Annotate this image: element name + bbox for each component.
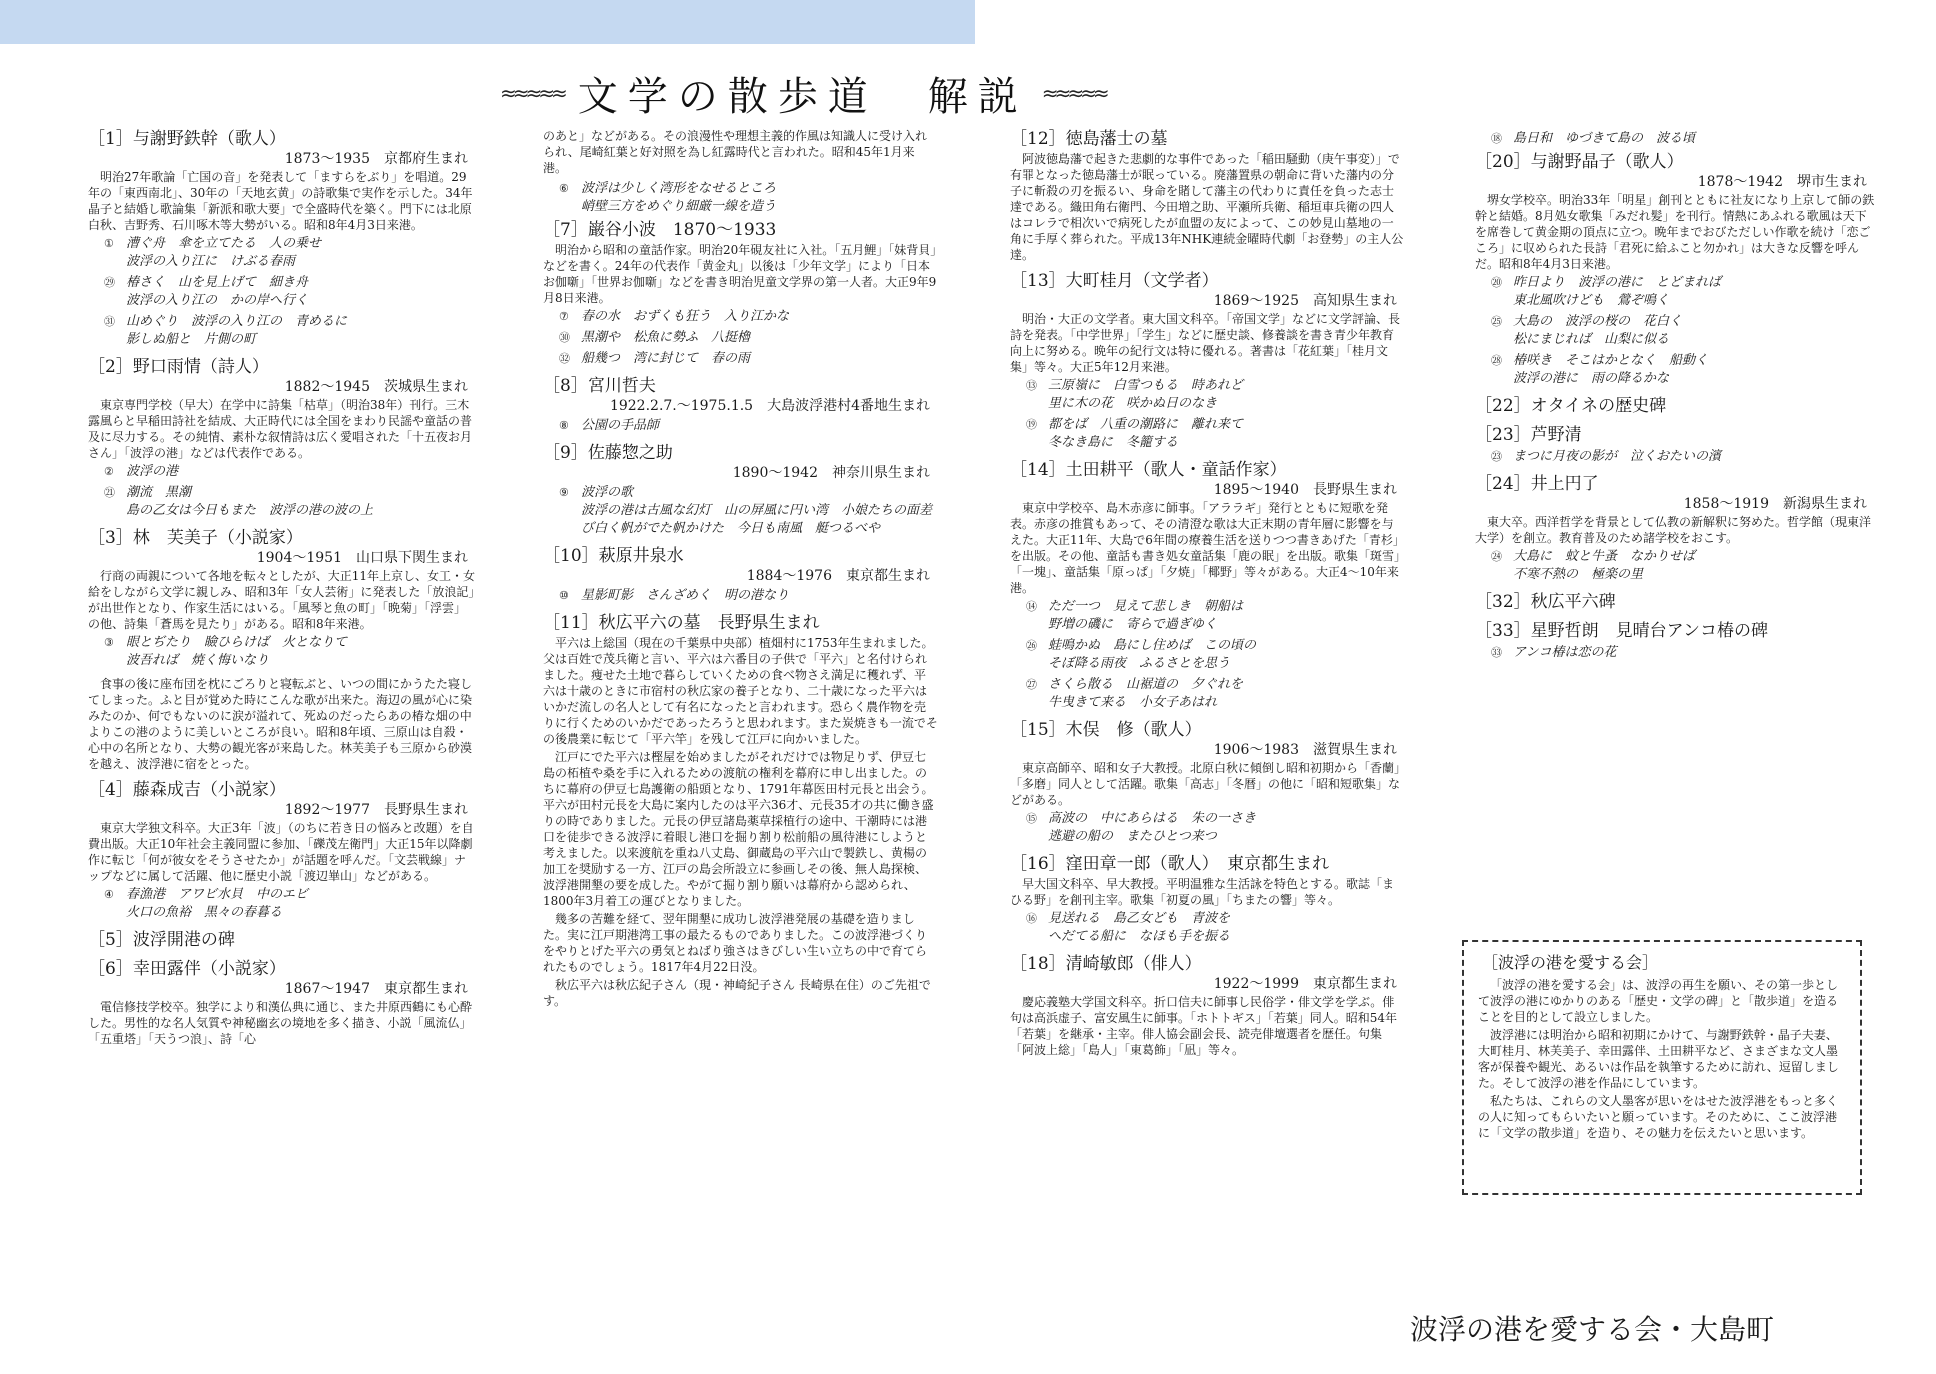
entry-description: 電信修技学校卒。独学により和漢仏典に通じ、また井原西鶴にも心酔した。男性的な名人気質や神秘幽玄の境地を多く描き、小説「風流仏」「五重塔」「天うつ浪」、詩「心	[88, 1000, 473, 1046]
entry-description: 行商の両親について各地を転々としたが、大正11年上京し、女工・女給をしながら文学に親しみ、昭和3年「女人芸術」に発表した「放浪記」が出世作となり、作家生活にはいる。「風琴と魚の町」「晩菊」「浮雲」の他、詩集「蒼馬を見たり」がある。昭和8年来港。	[88, 569, 476, 631]
poem	[559, 308, 938, 326]
entry-heading: ［3］林 芙美子（小説家）	[88, 528, 303, 548]
poem-line: 影しぬ船と 片側の町	[126, 332, 257, 347]
entry-12	[1010, 128, 1405, 263]
entry-13	[1010, 270, 1405, 452]
poem-number: ⑦	[559, 310, 569, 323]
entry-6	[88, 958, 476, 1047]
entry-description: 東京専門学校（早大）在学中に詩集「枯草」（明治38年）刊行。三木露風らと早稲田詩社を結成、大正時代には全国をまわり民謡や童話の普及に尽力する。その純情、素朴な叙情詩は広く愛唱された「十五夜お月さん」「波浮の港」などは代表作である。	[88, 398, 473, 460]
poem-line: 春の水 おずくも狂う 入り江かな	[581, 309, 790, 324]
poem	[1491, 352, 1875, 388]
entry-heading: ［33］星野哲朗 見晴台アンコ椿の碑	[1475, 621, 1768, 641]
entry-16	[1010, 853, 1405, 946]
poem	[104, 274, 476, 310]
entry-heading: ［24］井上円了	[1475, 474, 1599, 494]
entry-dates: 1895〜1940 長野県生まれ	[1213, 482, 1397, 498]
entry-heading: ［5］波浮開港の碑	[88, 930, 235, 950]
entry-20	[1475, 151, 1875, 388]
poem-line: 高波の 中にあらはる 朱の一さき	[1048, 811, 1257, 826]
entry-dates: 1890〜1942 神奈川県生まれ	[732, 465, 930, 481]
top-color-band	[0, 0, 975, 44]
entry-18	[1010, 953, 1405, 1058]
entry-heading: ［12］徳島藩士の墓	[1010, 129, 1168, 149]
entry-heading: ［1］与謝野鉄幹（歌人）	[88, 129, 286, 149]
entry-heading: ［11］秋広平六の墓 長野県生まれ	[543, 613, 820, 633]
poem-line: 波浮の歌	[581, 485, 634, 500]
poem-line: 波吾れば 焼く悔いなり	[126, 653, 270, 668]
entry-dates: 1892〜1977 長野県生まれ	[284, 802, 468, 818]
entry-heading: ［2］野口雨情（詩人）	[88, 357, 269, 377]
entry-dates: 1922.2.7.〜1975.1.5 大島波浮港村4番地生まれ	[609, 398, 930, 414]
poem	[1026, 637, 1405, 673]
entry-description: 明治27年歌論「亡国の音」を発表して「ますらをぶり」を唱道。29年の「東西南北」、30年の「天地玄黄」の詩歌集で実作を示した。34年晶子と結婚し歌論集「新派和歌大要」で全盛時代を築く。門下には北原白秋、吉野秀、石川啄木等大勢がいる。昭和8年4月3日来港。	[88, 170, 473, 232]
entry-3	[88, 527, 476, 772]
poem-line: 春漁港 アワビ水貝 中のエビ	[126, 887, 309, 902]
poem-line: 波浮の入り江に けぶる春雨	[126, 254, 296, 269]
poem	[559, 417, 938, 435]
entry-heading: ［20］与謝野晶子（歌人）	[1475, 152, 1684, 172]
poem-number: ⑨	[559, 486, 569, 499]
entry-heading: ［15］木俣 修（歌人）	[1010, 720, 1202, 740]
poem-line: 波浮は少しく湾形をなせるところ	[581, 181, 777, 196]
entry-description: 東京大学独文科卒。大正3年「波」（のちに若き日の悩みと改題）を自費出版。大正10年社会主義同盟に参加、「礫茂左衛門」大正15年以降劇作に転じ「何が彼女をそうさせたか」が話題を呼んだ。「文芸戦線」ナップなどに属して活躍、他に歴史小説「渡辺崋山」などがある。	[88, 821, 474, 883]
poem-line: 船幾つ 湾に封じて 春の雨	[581, 351, 751, 366]
entry-9	[543, 442, 938, 538]
entry-heading: ［22］オタイネの歴史碑	[1475, 396, 1667, 416]
entry-15	[1010, 719, 1405, 846]
poem-number: ㉚	[559, 331, 570, 344]
poem	[559, 180, 938, 216]
entry-32	[1475, 591, 1875, 613]
poem	[1026, 377, 1405, 413]
poem-line: さくら散る 山裾道の 夕ぐれを	[1048, 677, 1244, 692]
entry-description: 東京中学校卒、島木赤彦に師事。「アララギ」発行とともに短歌を発表。赤彦の推賞もあって、その清澄な歌は大正末期の青年層に影響を与えた。大正11年、大島で6年間の療養生活を送りつつ書きあげた「青杉」を出版。その他、童話も書き処女童話集「鹿の眠」を出版。歌集「斑雪」「一塊」、童話集「原っぱ」「夕焼」「椰野」等々がある。大正4〜10年来港。	[1010, 501, 1405, 595]
page-title	[500, 68, 1300, 118]
wave-ornament-right: ≈≈≈≈≈	[1041, 81, 1106, 105]
poem-line: 不寒不熱の 極楽の里	[1513, 567, 1644, 582]
entry-14	[1010, 459, 1405, 712]
poem-line: 山めぐり 波浮の入り江の 青めるに	[126, 314, 348, 329]
poem-number: ③	[104, 636, 114, 649]
poem-line: 逃避の船の またひとつ来つ	[1048, 829, 1217, 844]
entry-dates: 1867〜1947 東京都生まれ	[284, 981, 468, 997]
poem	[1491, 548, 1875, 584]
poem	[1491, 130, 1875, 148]
poem	[1026, 810, 1405, 846]
poem-line: 椿さく 山を見上げて 細き舟	[126, 275, 309, 290]
entry-heading: ［18］清崎敏郎（俳人）	[1010, 954, 1202, 974]
poem-line: そぼ降る雨夜 ふるさとを思う	[1048, 656, 1231, 671]
poem-line: 漕ぐ舟 傘を立てたる 人の乗せ	[126, 236, 322, 251]
poem	[104, 235, 476, 271]
entry-dates: 1884〜1976 東京都生まれ	[746, 568, 930, 584]
poem-number: ㉑	[104, 486, 115, 499]
entry-dates: 1873〜1935 京都府生まれ	[284, 151, 468, 167]
entry-24	[1475, 473, 1875, 584]
publisher-credit: 波浮の港を愛する会・大島町	[1410, 1313, 1775, 1346]
poem-line: へだてる船に なほも手を振る	[1048, 929, 1231, 944]
poem-number: ㉓	[1491, 450, 1502, 463]
poem-number: ㉘	[1491, 354, 1502, 367]
entry-dates: 1904〜1951 山口県下関生まれ	[256, 550, 468, 566]
poem-line: 冬なき島に 冬籠する	[1048, 435, 1179, 450]
entry-8	[543, 375, 938, 435]
entry-10	[543, 545, 938, 605]
entry-5	[88, 929, 476, 951]
poem	[104, 634, 476, 670]
poem-number: ②	[104, 465, 114, 478]
poem-line: 波浮の港に 雨の降るかな	[1513, 371, 1670, 386]
entry-heading: ［14］土田耕平（歌人・童話作家）	[1010, 460, 1287, 480]
poem-number: ㉜	[559, 352, 570, 365]
poem-number: ⑳	[1491, 276, 1502, 289]
entry-heading: ［32］秋広平六碑	[1475, 592, 1616, 612]
entry-description: 明治・大正の文学者。東大国文科卒。「帝国文学」などに文学評論、長詩を発表。「中学世界」「学生」などに歴史談、修養談を書き青少年教育向上に努める。晩年の紀行文は特に優れる。著書は「花紅葉」「桂月文集」等々。大正5年12月来港。	[1010, 312, 1401, 374]
title-text: 文学の散歩道 解説	[577, 73, 1028, 120]
entry-commentary: 食事の後に座布団を枕にごろりと寝転ぶと、いつの間にかうたた寝してしまった。ふと目が覚めた時にこんな歌が出来た。海辺の風が心に染みたのか、何でもないのに涙が溢れて、死ぬのだったらあの椿な畑の中よりこの港のように美しいところが良い。昭和8年頃、三原山は自殺・心中の名所となり、大勢の観光客が来島した。林芙美子も三原から砂漠を越え、波浮港に宿をとった。	[88, 677, 473, 771]
poem-line: 野増の磯に 寄らで過ぎゆく	[1048, 617, 1217, 632]
poem-number: ⑱	[1491, 132, 1502, 145]
box-paragraph: 「波浮の港を愛する会」は、波浮の再生を願い、その第一歩として波浮の港にゆかりのある「歴史・文学の碑」と「散歩道」を造ることを目的として設立しました。	[1478, 978, 1839, 1024]
poem-line: 里に木の花 咲かぬ日のなき	[1048, 396, 1218, 411]
poem	[559, 329, 938, 347]
entry-2	[88, 356, 476, 520]
entry-heading: ［8］宮川哲夫	[543, 376, 656, 396]
poem	[559, 587, 938, 605]
poem-line: 波浮の港	[126, 464, 179, 479]
entry-heading: ［16］窪田章一郎（歌人） 東京都生まれ	[1010, 854, 1330, 874]
entry-23	[1475, 424, 1875, 466]
entry-11	[543, 612, 938, 1009]
entry-heading: ［6］幸田露伴（小説家）	[88, 959, 286, 979]
poem-number: ⑮	[1026, 812, 1037, 825]
entry-7	[543, 219, 938, 368]
entry-22	[1475, 395, 1875, 417]
poem-number: ㉖	[1026, 639, 1037, 652]
poem	[1026, 598, 1405, 634]
poem-line: 星影町影 さんざめく 明の港なり	[581, 588, 790, 603]
poem-line: アンコ椿は恋の花	[1513, 645, 1617, 660]
poem-line: 公園の手品師	[581, 418, 660, 433]
column-3	[1010, 128, 1405, 1065]
entry-heading: ［23］芦野清	[1475, 425, 1582, 445]
entry-33	[1475, 620, 1875, 662]
poem	[559, 350, 938, 368]
poem-line: 波浮の入り江の かの岸へ行く	[126, 293, 309, 308]
entry-description: 東大卒。西洋哲学を背景として仏教の新解釈に努めた。哲学館（現東洋大学）を創立。教育普及のため諸学校をおこす。	[1475, 515, 1872, 545]
entry-description: 東京高師卒、昭和女子大教授。北原白秋に傾倒し昭和初期から「香蘭」「多磨」同人として活躍。歌集「高志」「冬暦」の他に「昭和短歌集」などがある。	[1010, 761, 1401, 807]
poem-number: ㉗	[1026, 678, 1037, 691]
poem-line: 大島に 蚊と牛蚤 なかりせば	[1513, 549, 1696, 564]
poem	[1026, 416, 1405, 452]
poem-line: 潮流 黒潮	[126, 485, 192, 500]
poem-number: ⑭	[1026, 600, 1037, 613]
poem-line: 峭壁三方をめぐり細厳一線を造う	[581, 199, 777, 214]
entry-dates: 1869〜1925 高知県生まれ	[1213, 293, 1397, 309]
poem-number: ㉕	[1491, 315, 1502, 328]
poem-number: ⑯	[1026, 912, 1037, 925]
entry-heading: ［9］佐藤惣之助	[543, 443, 673, 463]
poem-line: 牛曳きて来る 小女子あはれ	[1048, 695, 1218, 710]
poem-line: 火口の魚裕 黒々の春暮る	[126, 905, 283, 920]
entry-heading: ［7］巌谷小波 1870〜1933	[543, 220, 777, 240]
poem	[104, 886, 476, 922]
entry-dates: 1858〜1919 新潟県生まれ	[1683, 496, 1867, 512]
poem-line: 蛙鳴かぬ 島にし住めば この頃の	[1048, 638, 1257, 653]
entry-dates: 1878〜1942 堺市生まれ	[1697, 174, 1867, 190]
entry-1	[88, 128, 476, 349]
poem	[1491, 313, 1875, 349]
entry-heading: ［4］藤森成吉（小説家）	[88, 780, 286, 800]
entry-description: 幾多の苦難を経て、翌年開墾に成功し波浮港発展の基礎を造りました。実に江戸期港湾工事の最たるものでありました。この波浮港づくりをやりとげた平六の勇気とねばり強さはきびしい生い立ちの中で育てられたものでしょう。1817年4月22日没。	[543, 912, 928, 974]
poem	[1491, 644, 1875, 662]
poem-line: 椿咲き そこはかとなく 船動く	[1513, 353, 1709, 368]
poem-number: ㉔	[1491, 550, 1502, 563]
poem-line: 東北風吹けども 鶯ぞ鳴く	[1513, 293, 1670, 308]
poem	[1491, 274, 1875, 310]
column-1	[88, 128, 476, 1054]
column-2	[543, 128, 938, 1016]
box-paragraph: 波浮港には明治から昭和初期にかけて、与謝野鉄幹・晶子夫妻、大町桂月、林芙美子、幸田露伴、土田耕平など、さまざまな文人墨客が保養や観光、あるいは作品を執筆するために訪れ、逗留しました。そして波浮の港を作品にしています。	[1478, 1028, 1839, 1090]
poem	[559, 484, 938, 538]
poem-number: ①	[104, 237, 114, 250]
poem-number: ⑬	[1026, 379, 1037, 392]
poem-line: 松にまじれば 山梨に似る	[1513, 332, 1670, 347]
wave-ornament-left: ≈≈≈≈≈	[500, 81, 564, 105]
poem-line: 島日和 ゆづきて島の 波る頃	[1513, 131, 1696, 146]
entry-heading: ［10］萩原井泉水	[543, 546, 684, 566]
poem-line: 島の乙女は今日もまた 波浮の港の波の上	[126, 503, 374, 518]
poem-number: ⑥	[559, 182, 569, 195]
poem-line: 大島の 波浮の桜の 花白く	[1513, 314, 1683, 329]
poem-number: ⑩	[559, 589, 569, 602]
entry-description: 秋広平六は秋広紀子さん（現・神崎紀子さん 長崎県在住）のご先祖です。	[543, 978, 931, 1008]
entry-4	[88, 779, 476, 922]
entry-6-continued: のあと」などがある。その浪漫性や理想主義的作風は知識人に受け入れられ、尾崎紅葉と好対照を為し紅露時代と言われた。昭和45年1月来港。	[543, 129, 928, 175]
entry-description: 阿波徳島藩で起きた悲劇的な事件であった「稲田騒動（庚午事変）」で有罪となった徳島藩士が眠っている。廃藩置県の朝命に背いた藩内の分子に斬殺の刃を振るい、身命を賭して藩主の代わりに責任を負った志士達である。織田角右衛門、今田増之助、平瀬所兵衛、稲垣車兵衛の四人はコレラで相次いで病死したが血盟の友によって、この妙見山墓地の一角に手厚く葬られた。平成13年NHK連続金曜時代劇「お登勢」の主人公達。	[1010, 152, 1404, 262]
entry-description: 明治から昭和の童話作家。明治20年硯友社に入社。「五月鯉」「妹背貝」などを書く。24年の代表作「黄金丸」以後は「少年文学」により「日本お伽噺」「世界お伽噺」などを書き明治児童文学界の第一人者。大正9年9月8日来港。	[543, 243, 937, 305]
poem-line: 黒潮や 松魚に勢ふ 八挺櫓	[581, 330, 751, 345]
entry-dates: 1882〜1945 茨城県生まれ	[284, 379, 468, 395]
poem-line: 昨日より 波浮の港に とどまれば	[1513, 275, 1722, 290]
poem	[1026, 910, 1405, 946]
poem-line: 眼とぢたり 瞼ひらけば 火となりて	[126, 635, 348, 650]
box-paragraph: 私たちは、これらの文人墨客が思いをはせた波浮港をもっと多くの人に知ってもらいたいと願っています。そのために、ここ波浮港に「文学の散歩道」を造り、その魅力を伝えたいと思います。	[1478, 1094, 1839, 1140]
poem-number: ⑧	[559, 419, 569, 432]
poem	[104, 484, 476, 520]
entry-description: 慶応義塾大学国文科卒。折口信夫に師事し民俗学・俳文学を学ぶ。俳句は高浜虚子、富安風生に師事。「ホトトギス」「若葉」同人。昭和54年「若葉」を継承・主宰。俳人協会副会長、読売俳壇選者を歴任。句集「阿波上総」「島人」「東葛飾」「凪」等々。	[1010, 995, 1398, 1057]
column-4	[1475, 128, 1875, 928]
poem-line: ただ一つ 見えて悲しき 朝船は	[1048, 599, 1244, 614]
box-title: ［波浮の港を愛する会］	[1482, 953, 1659, 972]
poem-line: 都をば 八重の潮路に 離れ来て	[1048, 417, 1244, 432]
entry-heading: ［13］大町桂月（文学者）	[1010, 271, 1219, 291]
poem-line: 波浮の港は古風な幻灯 山の屏風に円い湾 小娘たちの面差び白く帆がでた帆かけた 今日も南風 艇つるべや	[581, 503, 933, 536]
poem-line: 見送れる 島乙女ども 青波を	[1048, 911, 1231, 926]
entry-dates: 1906〜1983 滋賀県生まれ	[1213, 742, 1397, 758]
entry-description: 早大国文科卒、早大教授。平明温雅な生活詠を特色とする。歌誌「まひる野」を創刊主宰。歌集「初夏の風」「ちまたの響」等々。	[1010, 877, 1395, 907]
poem-number: ㉝	[1491, 646, 1502, 659]
poem-number: ⑲	[1026, 418, 1037, 431]
poem-line: まつに月夜の影が 泣くおたいの濱	[1513, 449, 1722, 464]
poem	[1491, 448, 1875, 466]
entry-description: 平六は上総国（現在の千葉県中央部）植畑村に1753年生まれました。父は百姓で茂兵衛と言い、平六は六番目の子供で「平六」と名付けられました。痩せた土地で暮らしていくための食べ物さえ満足に穫れず、平六は十歳のときに市宿村の秋広家の養子となり、二十歳になった平六はいかだ流しの名人として有名になったと言われます。恐らく農作物を売りに行くためのいかだであったろうと思われます。また炭焼きも一流でその後農業に転じて「平六竿」を残して江戸に向かいました。	[543, 636, 938, 746]
entry-dates: 1922〜1999 東京都生まれ	[1213, 976, 1397, 992]
poem	[104, 313, 476, 349]
entry-description: 江戸にでた平六は樫屋を始めましたがそれだけでは物足りず、伊豆七島の柘植や桑を手に入れるための渡航の権利を幕府に申し出ました。のちに幕府の伊豆七島護衛の船頭となり、1791年幕医田村元長と出会う。平六が田村元長を大島に案内したのは平六36才、元長35才の共に働き盛りの時でありました。元長の伊豆諸島薬草採植行の途中、干潮時には港口を徒歩できる波浮に着眼し港口を掘り割り松前船の風待港にしようと考えました。以来渡航を重ね八丈島、御蔵島の平六山で製鉄し、黄楊の加工を奨励する一方、江戸の島会所設立に参画しその後、無人島探検、波浮港開墾の要を成した。やがて掘り割り願いは幕府から認められ、1800年3月着工の運びとなりました。	[543, 750, 934, 908]
poem-number: ㉙	[104, 276, 115, 289]
association-info-box	[1462, 940, 1862, 1195]
entry-description: 堺女学校卒。明治33年「明星」創刊とともに社友になり上京して師の鉄幹と結婚。8月処女歌集「みだれ髪」を刊行。情熱にあふれる歌風は天下を席巻して黄金期の頂点に立つ。晩年までおびただしい作歌を続け「恋ごころ」に収められた長詩「君死に給ふこと勿かれ」は大きな反響を呼んだ。昭和8年4月3日来港。	[1475, 193, 1875, 271]
poem	[1026, 676, 1405, 712]
poem-number: ㉛	[104, 315, 115, 328]
poem-number: ④	[104, 888, 114, 901]
poem	[104, 463, 476, 481]
poem-line: 三原嶺に 白雪つもる 時あれど	[1048, 378, 1244, 393]
